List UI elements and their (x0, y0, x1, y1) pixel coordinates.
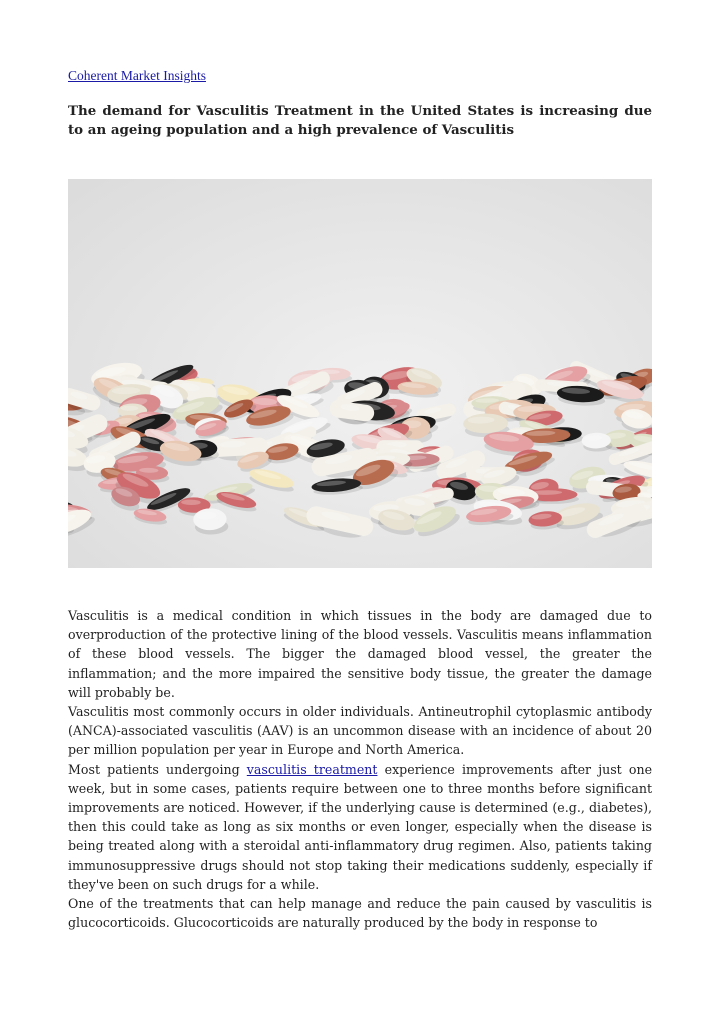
site-name-link[interactable]: Coherent Market Insights (68, 68, 206, 83)
vasculitis-treatment-link[interactable]: vasculitis treatment (246, 761, 378, 777)
article-body (68, 606, 652, 932)
paragraph-3 (68, 760, 652, 894)
article-title: The demand for Vasculitis Treatment in the United States is increasing due to an ageing population and a high prevalence of Vasculitis (68, 103, 652, 138)
paragraph-4: One of the treatments that can help manage and reduce the pain caused by vasculitis is glucocorticoids. Glucocorticoids are naturally produced by the body in response to (68, 896, 652, 931)
pills-photo (68, 179, 652, 568)
paragraph-3-text-end: experience improvements after just one week, but in some cases, patients require between one to three months before significant improvements are noticed. However, if the underlying cause is determined (e.g., diabetes), then this could take as long as six months or even longer, especially when the disease is being treated along with a steroidal anti-inflammatory drug regimen. Also, patients taking immunosuppressive drugs should not stop taking their medications suddenly, especially if they've been on such drugs for a while. (68, 761, 653, 892)
paragraph-3-text-start: Most patients undergoing (68, 761, 247, 777)
article-hero-image (68, 179, 652, 568)
paragraph-1: Vasculitis is a medical condition in which tissues in the body are damaged due to overproduction of the protective lining of the blood vessels. Vasculitis means inflammation of these blood vessels. The bigger the damaged blood vessel, the greater the inflammation; and the more impaired the sensitive body tissue, the greater the damage will probably be. (68, 608, 652, 700)
paragraph-2: Vasculitis most commonly occurs in older individuals. Antineutrophil cytoplasmic antibody (ANCA)-associated vasculitis (AAV) is an uncommon disease with an incidence of about 20 per million population per year in Europe and North America. (68, 704, 652, 758)
